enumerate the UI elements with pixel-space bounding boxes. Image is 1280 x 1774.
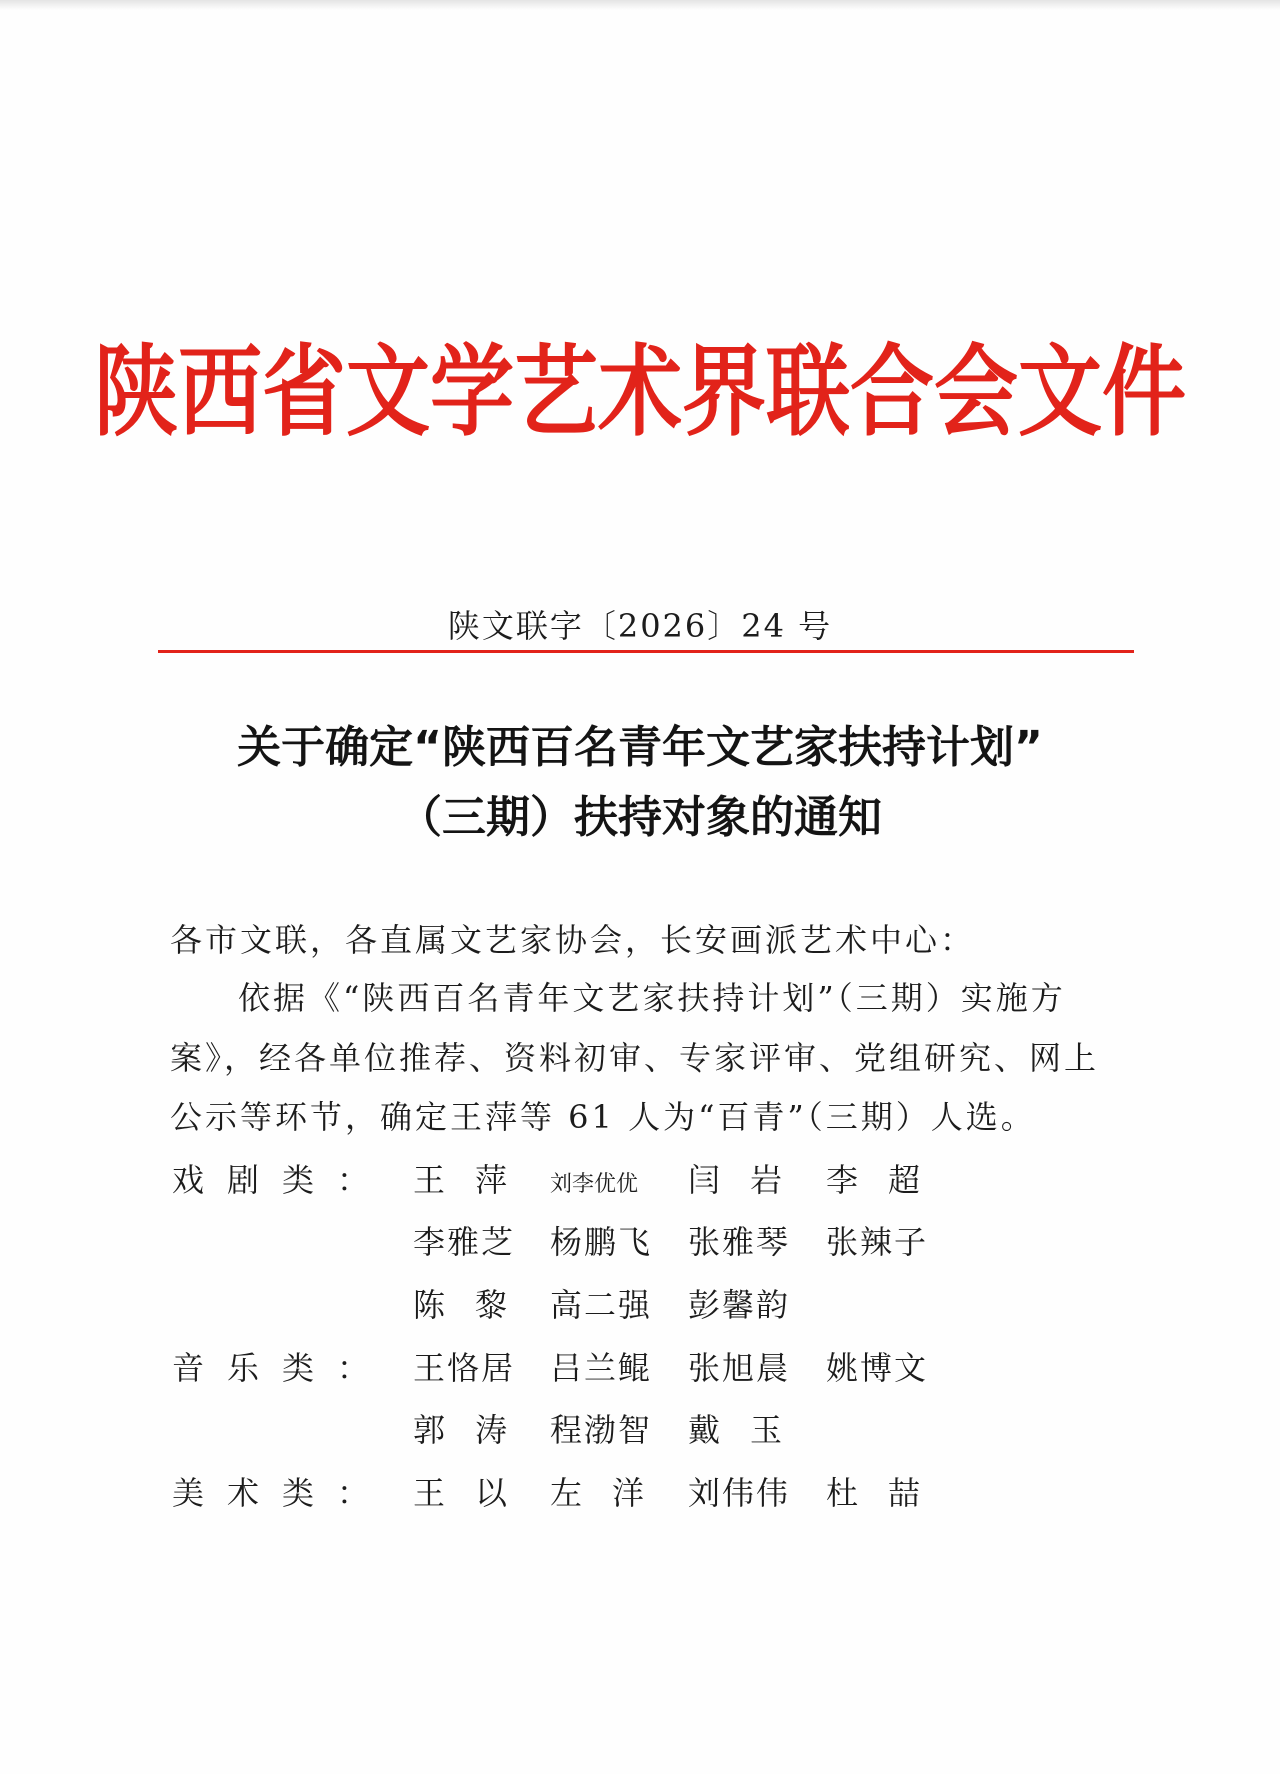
name-entry: 杜喆 [826,1474,951,1512]
category-label-drama: 戏剧类： [172,1161,393,1199]
name-entry: 戴玉 [688,1411,813,1449]
name-entry: 王恪居 [413,1349,516,1387]
name-entry: 张辣子 [826,1223,929,1261]
body-paragraph-line-3: 公示等环节，确定王萍等 61 人为“百青”（三期）人选。 [170,1098,1036,1136]
name-entry: 刘李优优 [550,1172,639,1197]
name-entry: 闫岩 [688,1161,813,1199]
category-label-music: 音乐类： [172,1349,393,1387]
name-entry: 王以 [413,1474,538,1512]
name-entry: 张旭晨 [688,1349,791,1387]
red-divider-line [158,650,1134,653]
body-paragraph-line-2: 案》，经各单位推荐、资料初审、专家评审、党组研究、网上 [170,1039,1100,1077]
body-paragraph-line-1: 依据《“陕西百名青年文艺家扶持计划”（三期）实施方 [238,979,1066,1017]
name-entry: 左洋 [550,1474,675,1512]
notice-title-line-1: 关于确定“陕西百名青年文艺家扶持计划” [237,722,1043,773]
notice-title-line-2: （三期）扶持对象的通知 [398,792,882,843]
name-entry: 李超 [826,1161,951,1199]
name-entry: 高二强 [550,1286,653,1324]
name-entry: 程渤智 [550,1411,653,1449]
name-entry: 郭涛 [413,1411,538,1449]
document-number: 陕文联字〔2026〕24 号 [447,607,833,645]
name-entry: 刘伟伟 [688,1474,791,1512]
name-entry: 彭馨韵 [688,1286,791,1324]
category-label-art: 美术类： [172,1474,393,1512]
name-entry: 张雅琴 [688,1223,791,1261]
name-entry: 杨鹏飞 [550,1223,653,1261]
name-entry: 陈黎 [413,1286,538,1324]
name-entry: 吕兰鲲 [550,1349,653,1387]
name-entry: 姚博文 [826,1349,929,1387]
salutation: 各市文联，各直属文艺家协会，长安画派艺术中心： [170,921,976,959]
name-entry: 王萍 [413,1161,538,1199]
masthead-title: 陕西省文学艺术界联合会文件 [93,333,1186,450]
name-entry: 李雅芝 [413,1223,516,1261]
scan-edge-shadow [0,0,1280,10]
